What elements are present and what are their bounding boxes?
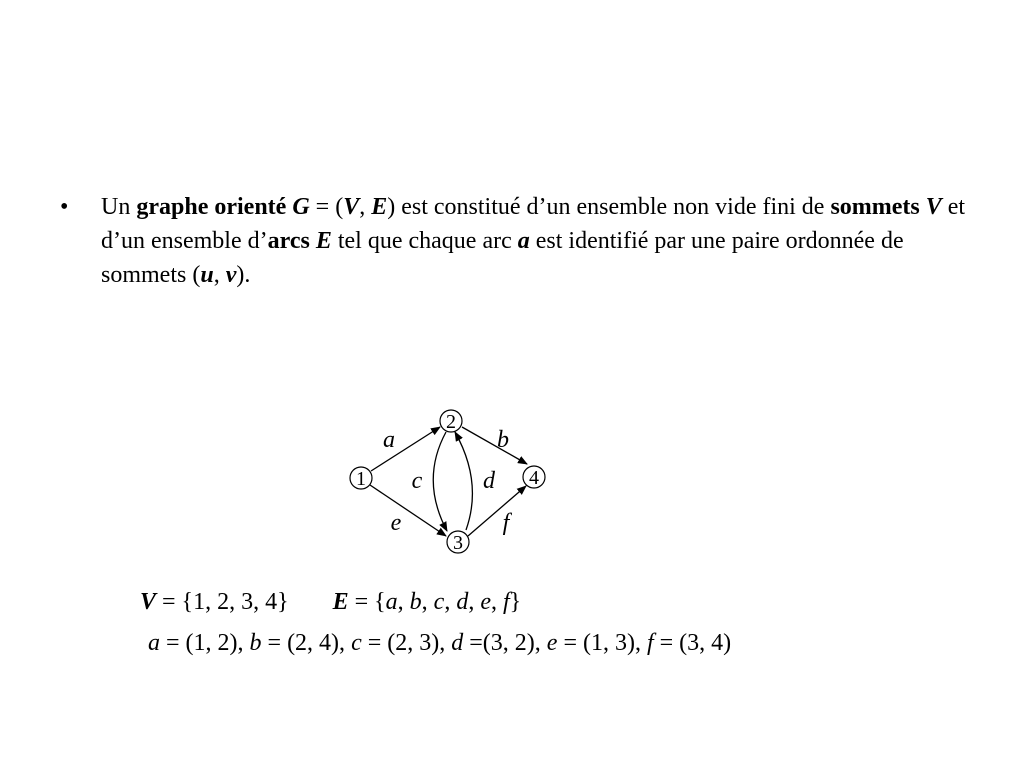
symbol-a: a	[517, 228, 530, 254]
text-run: Un	[101, 194, 137, 220]
set-e-sep: ,	[444, 589, 457, 615]
arc-e-value: = (1, 3),	[557, 630, 647, 656]
arc-f-value: = (3, 4)	[653, 630, 732, 656]
term-sommets: sommets	[830, 194, 920, 220]
arc-e-symbol: e	[546, 630, 558, 656]
arc-f-symbol: f	[646, 630, 654, 656]
edge-b	[462, 427, 527, 464]
set-e-sep: ,	[397, 589, 410, 615]
arc-a-symbol: a	[148, 630, 160, 656]
arc-a-value: = (1, 2),	[160, 630, 250, 656]
set-e-sep: ,	[468, 589, 481, 615]
symbol-u: u	[200, 262, 214, 288]
bullet-marker: •	[60, 194, 69, 220]
set-e-item: f	[502, 589, 510, 615]
edge-c	[433, 432, 447, 531]
text-run: = (	[309, 194, 344, 220]
edge-label-f: f	[502, 510, 510, 536]
text-run: est identifié par une paire ordonnée de sommets (	[101, 228, 904, 288]
node-4-label: 4	[529, 467, 539, 489]
text-run: ,	[213, 262, 226, 288]
node-2	[440, 410, 462, 433]
node-3	[447, 531, 469, 554]
definition-text	[101, 190, 971, 292]
node-1-label: 1	[356, 468, 366, 490]
node-2-label: 2	[446, 411, 456, 433]
set-e-item: e	[480, 589, 491, 615]
vertex-edge-sets	[140, 586, 521, 618]
set-e-item: a	[385, 589, 398, 615]
edge-f	[468, 486, 526, 536]
set-e-item: d	[456, 589, 469, 615]
symbol-v: V	[925, 194, 942, 220]
set-e-open: = {	[348, 589, 386, 615]
set-e-item: c	[433, 589, 445, 615]
text-run: ) est constitué d’un ensemble non vide fini de	[387, 194, 831, 220]
edge-label-d: d	[483, 468, 495, 494]
graph-svg	[340, 400, 560, 560]
edge-label-e: e	[390, 510, 402, 536]
node-1	[350, 467, 372, 490]
term-graphe-oriente: graphe orienté	[136, 194, 287, 220]
text-run: ,	[359, 194, 372, 220]
set-v-symbol: V	[140, 589, 157, 615]
edge-label-b: b	[497, 427, 509, 453]
edge-a	[371, 427, 440, 471]
edge-d	[455, 432, 472, 530]
term-arcs: arcs	[267, 228, 310, 254]
symbol-e: E	[315, 228, 332, 254]
node-3-label: 3	[453, 532, 463, 554]
symbol-v-lower: v	[225, 262, 237, 288]
text-run: tel que chaque arc	[331, 228, 518, 254]
symbol-v: V	[343, 194, 360, 220]
directed-graph	[340, 400, 560, 560]
arc-c-value: = (2, 3),	[361, 630, 452, 656]
set-e-symbol: E	[332, 589, 349, 615]
set-e-sep: ,	[490, 589, 503, 615]
arc-b-symbol: b	[249, 630, 262, 656]
arc-d-symbol: d	[451, 630, 464, 656]
edge-label-c: c	[411, 468, 423, 494]
arc-b-value: = (2, 4),	[261, 630, 352, 656]
node-4	[523, 466, 545, 489]
set-v-values: = {1, 2, 3, 4}	[156, 589, 289, 615]
arc-definitions	[148, 627, 731, 659]
text-run: ).	[236, 262, 251, 288]
edge-label-a: a	[383, 427, 395, 453]
set-e-close: }	[509, 589, 522, 615]
set-e-item: b	[409, 589, 422, 615]
arc-d-value: =(3, 2),	[463, 630, 547, 656]
symbol-g: G	[292, 194, 310, 220]
text-run: et d’un ensemble d’	[101, 194, 966, 254]
arc-c-symbol: c	[351, 630, 362, 656]
set-e-sep: ,	[421, 589, 434, 615]
symbol-e: E	[371, 194, 388, 220]
